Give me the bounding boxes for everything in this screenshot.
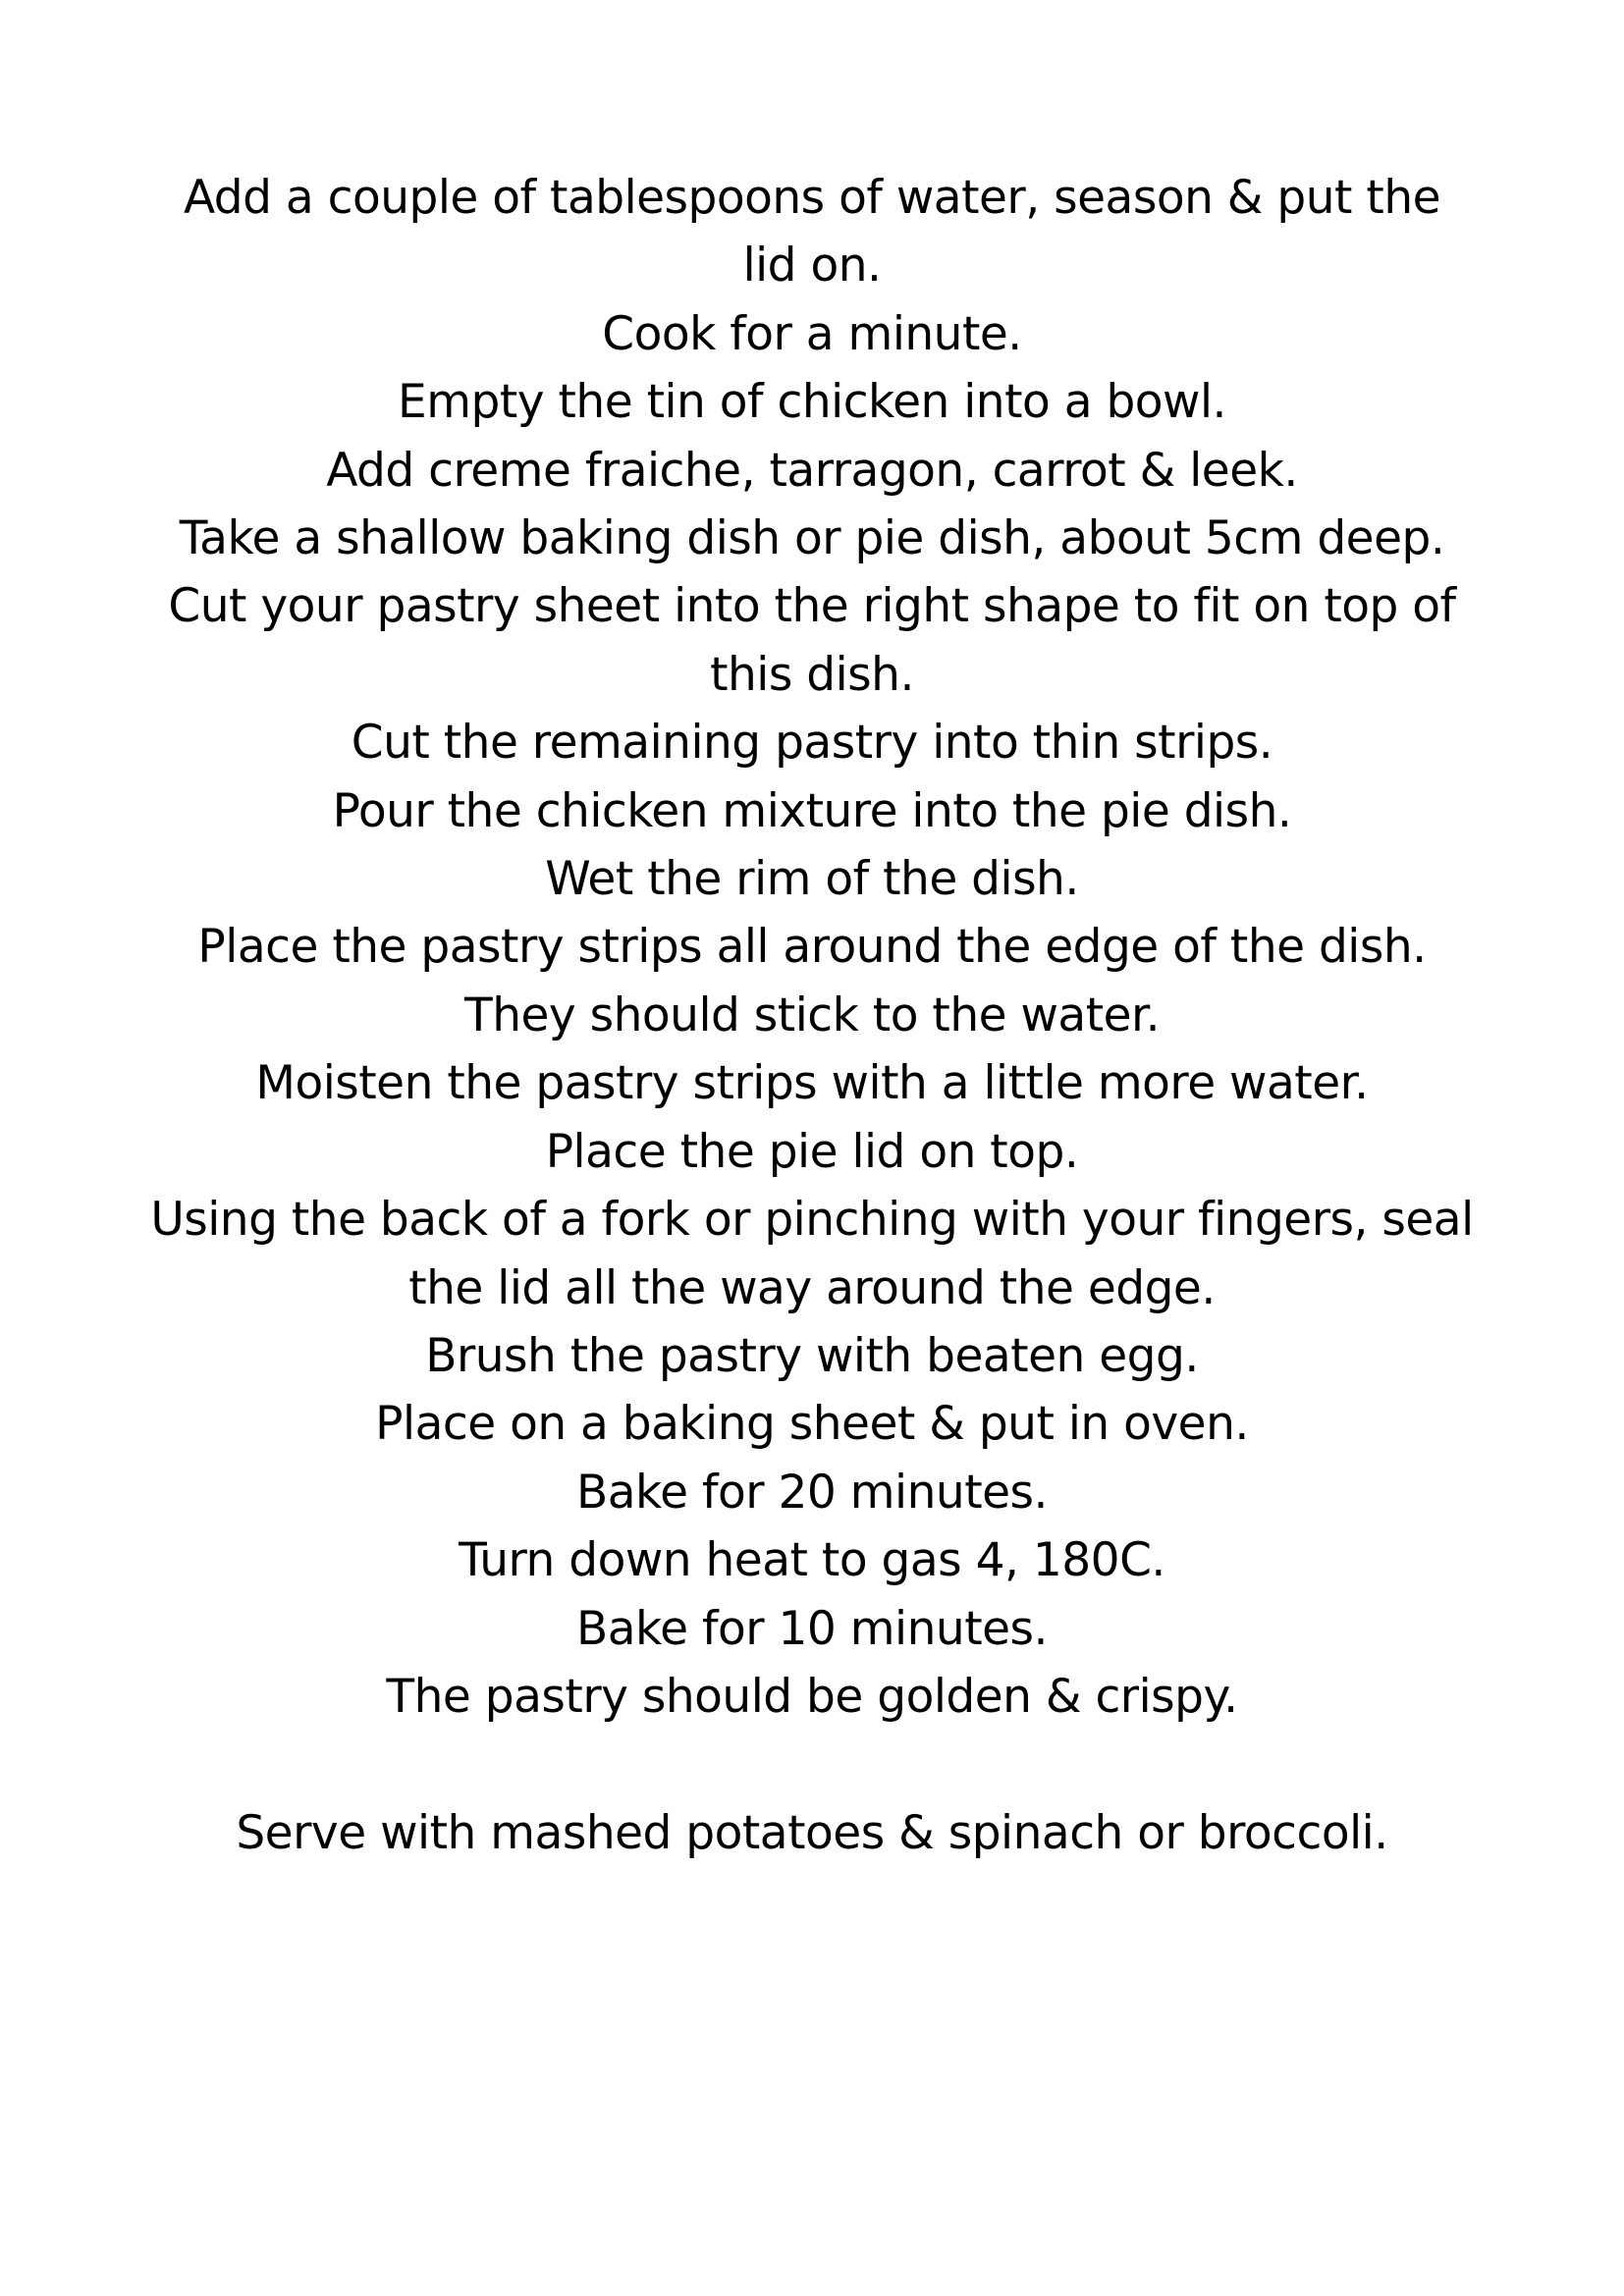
- instruction-line: The pastry should be golden & crispy.: [386, 1669, 1238, 1724]
- instruction-line: this dish.: [710, 647, 914, 702]
- instruction-line: Using the back of a fork or pinching with your fingers, seal: [150, 1193, 1474, 1248]
- paragraph-spacer: [147, 1731, 1477, 1798]
- instruction-line: Bake for 20 minutes.: [576, 1465, 1048, 1520]
- instruction-line: They should stick to the water.: [463, 988, 1161, 1042]
- instruction-line: Empty the tin of chicken into a bowl.: [398, 375, 1226, 430]
- instruction-line: Pour the chicken mixture into the pie dish.: [332, 783, 1292, 838]
- instruction-line: lid on.: [742, 239, 882, 294]
- instruction-line: Moisten the pastry strips with a little more water.: [255, 1056, 1369, 1111]
- instruction-line: Brush the pastry with beaten egg.: [425, 1328, 1199, 1383]
- instruction-line: Cut your pastry sheet into the right shape to fit on top of: [168, 579, 1456, 634]
- instruction-line: Cook for a minute.: [602, 306, 1022, 361]
- instruction-line: Add a couple of tablespoons of water, season & put the: [183, 171, 1441, 225]
- instruction-line: Wet the rim of the dish.: [545, 852, 1079, 907]
- instruction-line: Cut the remaining pastry into thin strips.: [351, 716, 1273, 771]
- instruction-line: the lid all the way around the edge.: [408, 1260, 1216, 1315]
- instruction-line: Take a shallow baking dish or pie dish, about 5cm deep.: [179, 511, 1445, 566]
- instruction-line: Bake for 10 minutes.: [576, 1601, 1048, 1656]
- instruction-line: Place the pastry strips all around the edge of the dish.: [197, 920, 1427, 975]
- instruction-line: Turn down heat to gas 4, 180C.: [459, 1533, 1165, 1588]
- instruction-line: Place on a baking sheet & put in oven.: [375, 1397, 1249, 1452]
- instruction-line: Add creme fraiche, tarragon, carrot & leek.: [326, 443, 1298, 498]
- recipe-method: [147, 164, 1477, 1867]
- serving-suggestion: Serve with mashed potatoes & spinach or broccoli.: [236, 1805, 1388, 1860]
- instruction-line: Place the pie lid on top.: [545, 1124, 1079, 1179]
